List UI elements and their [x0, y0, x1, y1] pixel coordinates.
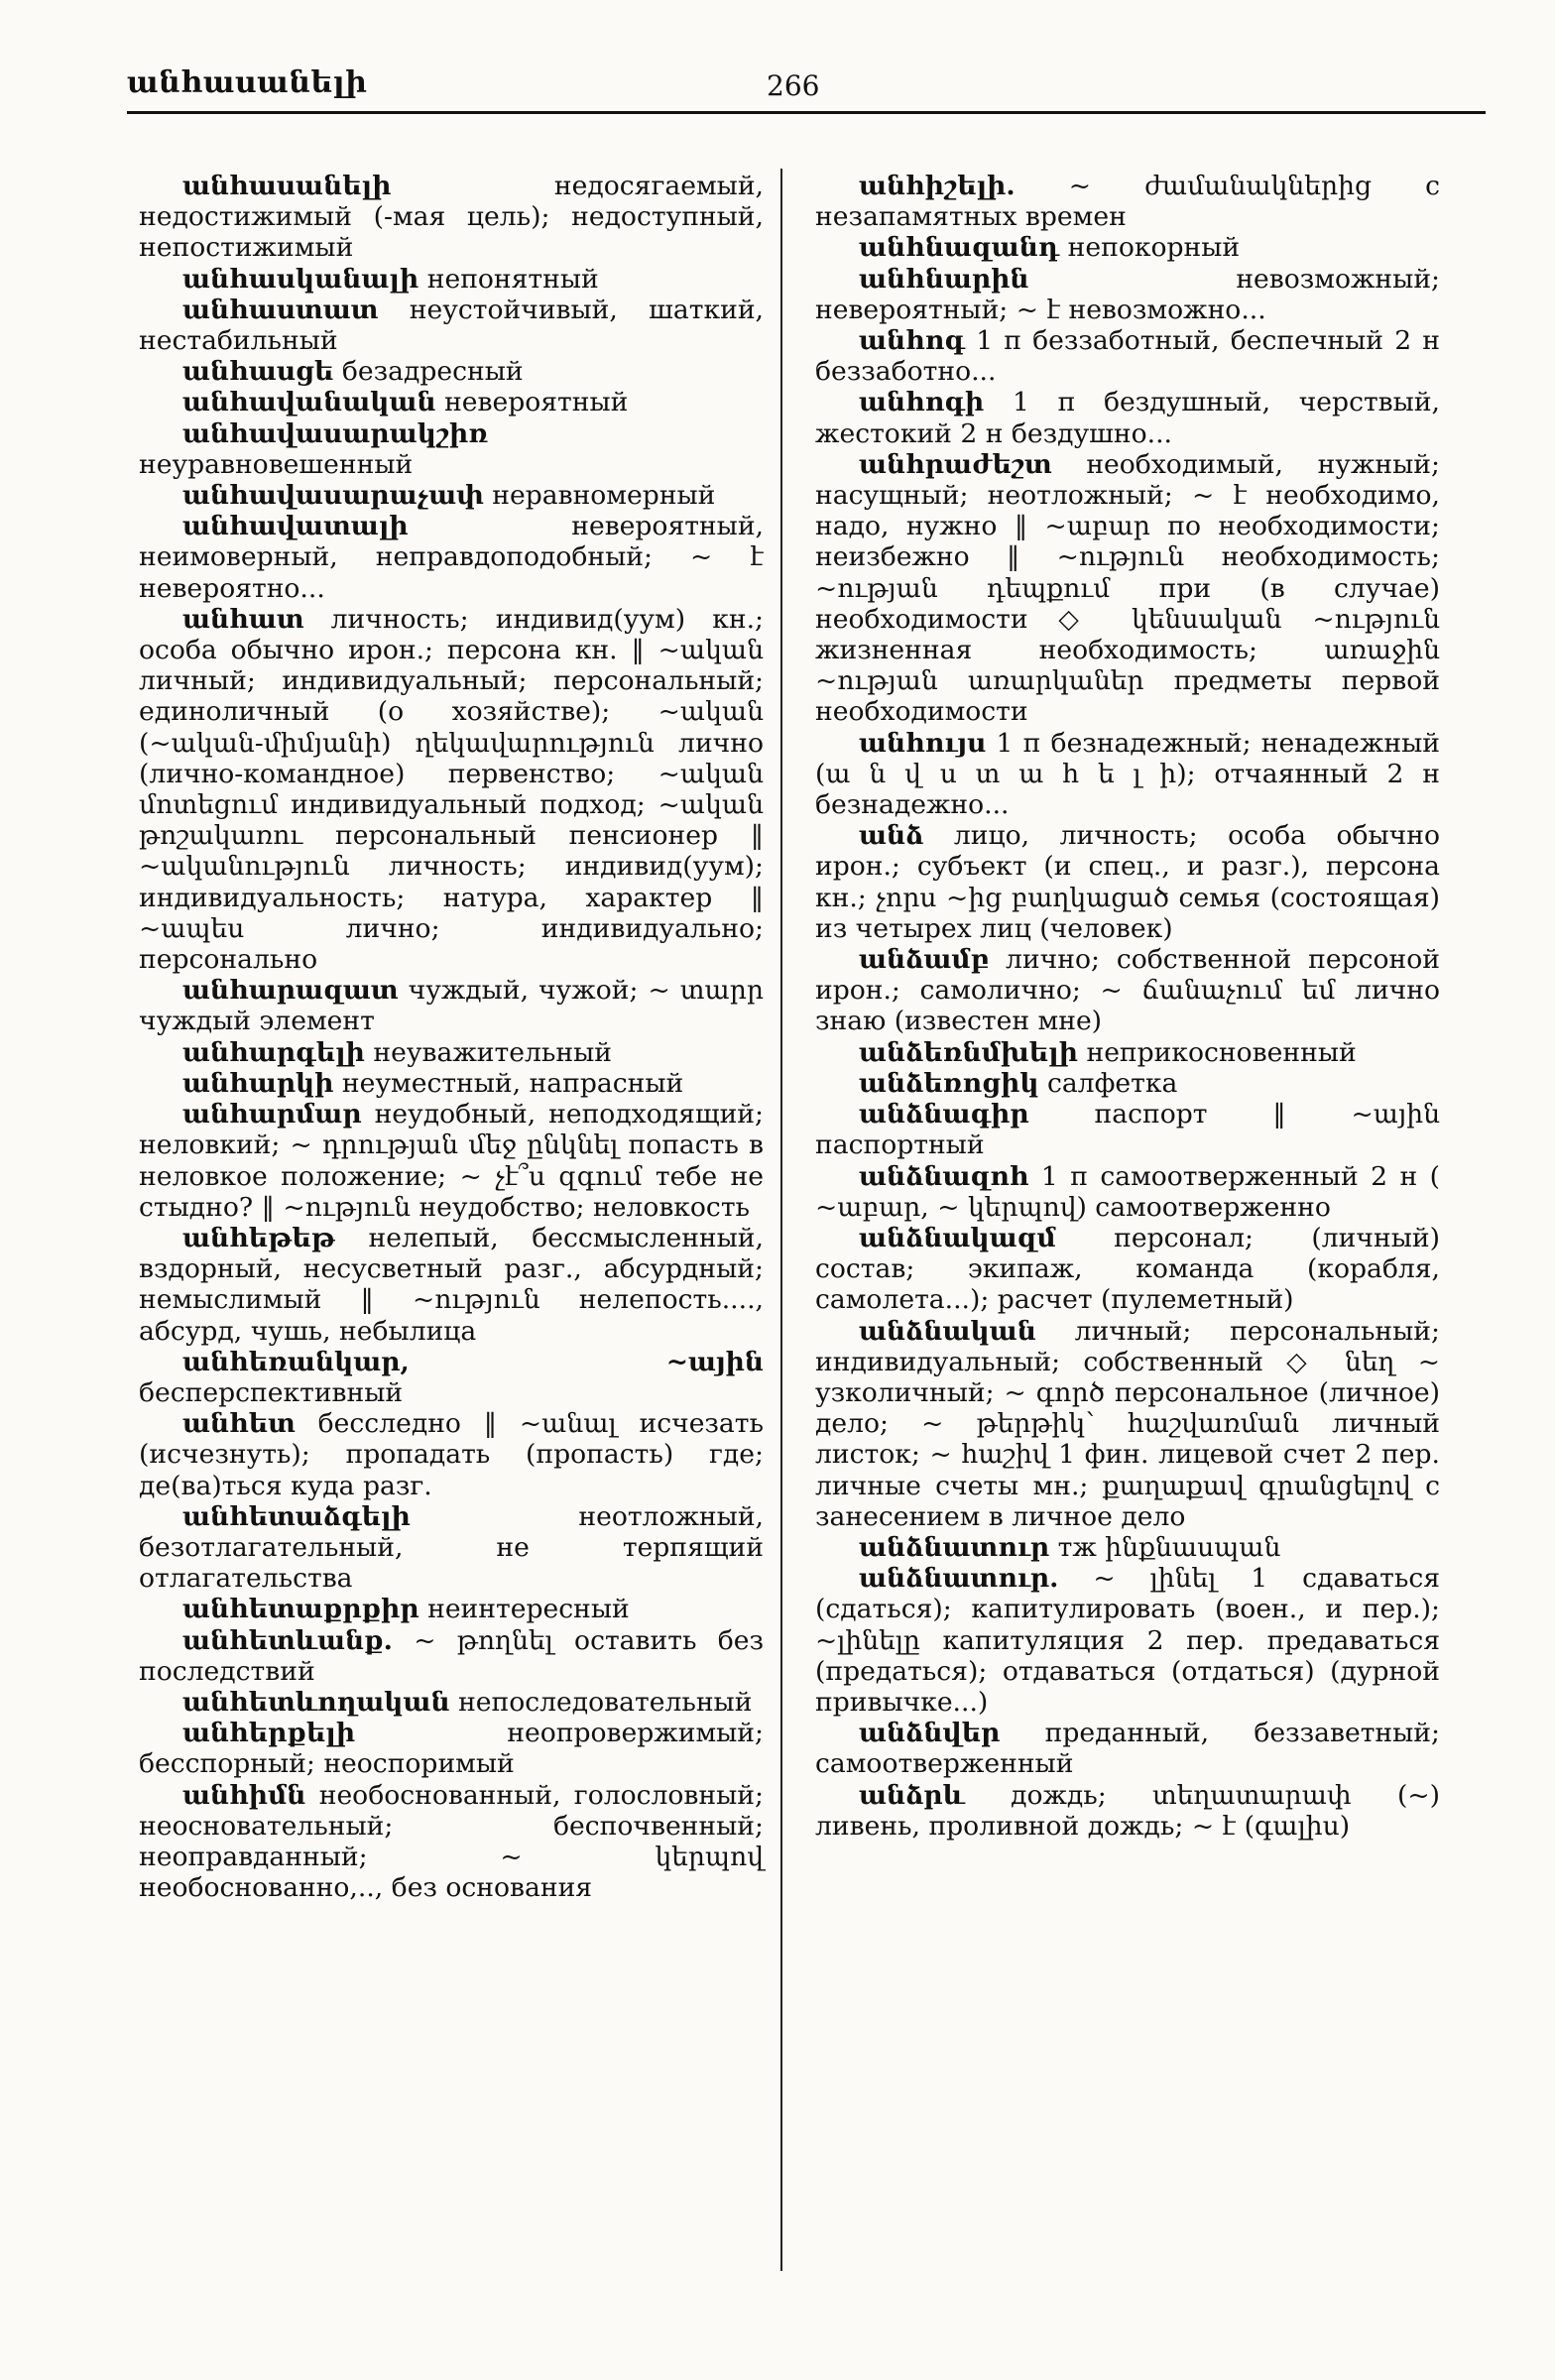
definition: неинтересный — [427, 1594, 630, 1625]
definition: тж ինքնասպան — [1057, 1531, 1281, 1563]
definition: недосягаемый, недостижимый (-мая цель); недоступный, непостижимый — [139, 171, 764, 264]
headword: անհավասարակշիռ — [182, 417, 489, 449]
headword: անհավանական — [182, 387, 436, 418]
running-head: անհասանելի — [127, 65, 368, 100]
right-column — [815, 171, 1440, 1842]
headword: անհավատալի — [182, 511, 409, 542]
headword: անհնազանդ — [859, 232, 1060, 264]
definition: необоснованный, голословный; неосновательный; беспочвенный; неоправданный; ~ կերպով необоснованно,.., без основания — [139, 1779, 764, 1904]
headword: անձնատուր — [859, 1531, 1050, 1563]
dictionary-entry — [139, 356, 764, 387]
dictionary-entry — [815, 1223, 1440, 1316]
dictionary-entry — [139, 480, 764, 511]
dictionary-entry — [139, 1099, 764, 1223]
dictionary-entry — [139, 387, 764, 417]
headword: անհիմն — [182, 1779, 306, 1811]
definition: ~ լինել 1 сдаваться (сдаться); капитулировать (воен., и пер.); ~լինելը капитуляция 2 пер. предаваться (предаться); отдаваться (отдаться) (дурной привычке...) — [815, 1563, 1440, 1718]
dictionary-entry — [139, 1347, 764, 1408]
definition: дождь; տեղատարափ (~) ливень, проливной дождь; ~ է (գալիս) — [815, 1779, 1440, 1842]
dictionary-entry — [139, 1037, 764, 1068]
dictionary-entry — [139, 1718, 764, 1779]
headword: անհոգ — [859, 325, 966, 357]
dictionary-entry — [139, 1780, 764, 1904]
dictionary-entry — [139, 975, 764, 1036]
dictionary-entry — [139, 295, 764, 356]
definition: неуважительный — [373, 1036, 612, 1068]
headword: անհասկանալի — [182, 263, 419, 295]
definition: ~ ժամանակներից с незапамятных времен — [815, 171, 1440, 233]
headword: անձեռնմխելի — [859, 1036, 1078, 1068]
dictionary-entry — [815, 728, 1440, 821]
page-header — [127, 60, 1486, 114]
headword: անձնական — [859, 1315, 1036, 1347]
definition: личный; персональный; индивидуальный; собственный ◇ նեղ ~ узколичный; ~ գործ персональное (личное) дело; ~ թերթիկ՝ հաշվառման личный листок; ~ հաշիվ 1 фин. лицевой счет 2 пер. личные счеты мн.; քաղաքավ գրանցելով с занесением в личное дело — [815, 1315, 1440, 1532]
headword: անձրև — [859, 1779, 965, 1811]
headword: անհարմար — [182, 1099, 362, 1130]
headword: անհետաքրքիր — [182, 1594, 419, 1625]
definition: необходимый, нужный; насущный; неотложный; ~ է необходимо, надо, нужно ‖ ~աբար по необходимости; неизбежно ‖ ~ություն необходимость; ~ության դեպքում при (в случае) необходимости ◇ կենսական ~ություն жизненная необходимость; առաջին ~ության առարկաներ предметы первой необходимости — [815, 448, 1440, 728]
definition: неустойчивый, шаткий, нестабильный — [139, 294, 764, 357]
dictionary-entry — [139, 418, 764, 480]
headword: անձնակազմ — [859, 1222, 1056, 1253]
headword: անհարազատ — [182, 975, 399, 1007]
dictionary-entry — [815, 1718, 1440, 1779]
headword: անհատ — [182, 603, 304, 635]
definition: 1 п безнадежный; ненадежный (ա ն վ ս տ ա հ ե լ ի); отчаянный 2 н безнадежно... — [815, 727, 1440, 821]
headword: անհեռանկար, ~ային — [182, 1346, 764, 1377]
headword: անձամբ — [859, 944, 990, 976]
headword: անհարկի — [182, 1067, 334, 1099]
headword: անհրաժեշտ — [859, 448, 1052, 480]
definition: безадресный — [341, 356, 524, 388]
dictionary-entry — [815, 171, 1440, 232]
headword: անհետևանք. — [182, 1624, 393, 1656]
dictionary-entry — [139, 1687, 764, 1718]
headword: անհասանելի — [182, 171, 392, 201]
definition: неуместный, напрасный — [341, 1067, 684, 1099]
definition: невероятный — [444, 387, 629, 418]
dictionary-entry — [815, 325, 1440, 387]
headword: անհասցե — [182, 356, 334, 388]
dictionary-entry — [815, 1037, 1440, 1068]
definition: невероятный, неимоверный, неправдоподобный; ~ է невероятно... — [139, 511, 764, 604]
headword: անհետևողական — [182, 1686, 450, 1718]
definition: непоследовательный — [458, 1686, 753, 1718]
dictionary-entry — [815, 449, 1440, 728]
dictionary-entry — [815, 944, 1440, 1037]
definition: неотложный, безотлагательный, не терпящий отлагательства — [139, 1500, 764, 1595]
headword: անհույս — [859, 727, 987, 759]
dictionary-entry — [139, 1594, 764, 1624]
definition: 1 п беззаботный, беспечный 2 н беззаботно... — [815, 325, 1440, 388]
definition: личность; индивид(уум) кн.; особа обычно ирон.; персона кн. ‖ ~ական личный; индивидуальный; персональный; единоличный (о хозяйстве); ~ական (~ական-միմյանի) ղեկավարություն лично (лично-командное) первенство; ~ական մոտեցում индивидуальный подход; ~ական թոշակառու персональный пенсионер ‖ ~ականություն личность; индивид(уум); индивидуальность; натура, характер ‖ ~ապես лично; индивидуально; персонально — [139, 603, 764, 976]
headword: անձնվեր — [859, 1718, 1001, 1749]
definition: лично; собственной персоной ирон.; самолично; ~ ճանաչում եմ лично знаю (известен мне) — [815, 944, 1440, 1037]
headword: անձեռոցիկ — [859, 1067, 1039, 1099]
definition: неуравновешенный — [139, 448, 414, 480]
headword: անհետաձգելի — [182, 1500, 411, 1532]
dictionary-entry — [139, 171, 764, 264]
dictionary-entry — [139, 511, 764, 604]
dictionary-entry — [815, 387, 1440, 448]
headword: անհարգելի — [182, 1036, 365, 1068]
definition: паспорт ‖ ~ային паспортный — [815, 1099, 1440, 1161]
definition: преданный, беззаветный; самоотверженный — [815, 1718, 1440, 1780]
definition: неудобный, неподходящий; неловкий; ~ դրության մեջ ընկնել попасть в неловкое положение; ~ չէ՞ս զգում тебе не стыдно? ‖ ~ություն неудобство; неловкость — [139, 1099, 764, 1223]
definition: бесперспективный — [139, 1376, 404, 1408]
definition: невозможный; невероятный; ~ է невозможно... — [815, 263, 1440, 325]
definition: неравномерный — [492, 480, 716, 512]
left-column — [139, 171, 764, 1903]
definition: лицо, личность; особа обычно ирон.; субъект (и спец., и разг.), персона кн.; չորս ~ից բաղկացած семья (состоящая) из четырех лиц (человек) — [815, 820, 1440, 944]
headword: անհոգի — [859, 387, 985, 418]
definition: непокорный — [1067, 232, 1241, 264]
dictionary-entry — [139, 1501, 764, 1595]
dictionary-entry — [139, 1625, 764, 1687]
headword: անձնագիր — [859, 1099, 1029, 1130]
dictionary-entry — [815, 1068, 1440, 1099]
headword: անհիշելի. — [859, 171, 1016, 201]
dictionary-entry — [815, 1316, 1440, 1532]
definition: персонал; (личный) состав; экипаж, команда (корабля, самолета...); расчет (пулеметный) — [815, 1222, 1440, 1316]
dictionary-entry — [815, 820, 1440, 944]
headword: անհերքելի — [182, 1718, 356, 1749]
definition: неприкосновенный — [1086, 1036, 1357, 1068]
definition: ~ թողնել оставить без последствий — [139, 1624, 764, 1687]
headword: անհետ — [182, 1408, 296, 1440]
page-number: 266 — [767, 69, 820, 102]
definition: нелепый, бессмысленный, вздорный, несусветный разг., абсурдный; немыслимый ‖ ~ություն нелепость...., абсурд, чушь, небылица — [139, 1222, 764, 1347]
dictionary-entry — [139, 1408, 764, 1501]
definition: салфетка — [1046, 1067, 1178, 1099]
dictionary-entry — [815, 1563, 1440, 1718]
dictionary-entry — [815, 264, 1440, 325]
headword: անձ — [859, 820, 924, 852]
dictionary-entry — [815, 1161, 1440, 1223]
headword: անհեթեթ — [182, 1222, 335, 1253]
dictionary-entry — [139, 264, 764, 295]
dictionary-entry — [815, 1099, 1440, 1160]
headword: անձնազոհ — [859, 1160, 1029, 1192]
headword: անհաստատ — [182, 294, 379, 325]
dictionary-entry — [139, 1223, 764, 1347]
dictionary-entry — [139, 1068, 764, 1099]
definition: неопровержимый; бесспорный; неоспоримый — [139, 1718, 764, 1780]
headword: անհավասարաչափ — [182, 480, 484, 512]
column-divider — [780, 169, 782, 2271]
dictionary-entry — [139, 604, 764, 975]
definition: 1 п бездушный, черствый, жестокий 2 н бездушно... — [815, 387, 1440, 449]
headword: անձնատուր. — [859, 1563, 1059, 1595]
headword: անհնարին — [859, 263, 1029, 295]
definition: 1 п самоотверженный 2 н ( ~աբար, ~ կերպով) самоотверженно — [815, 1160, 1440, 1223]
dictionary-entry — [815, 232, 1440, 263]
definition: чуждый, чужой; ~ տարր чуждый элемент — [139, 975, 764, 1037]
definition: непонятный — [426, 263, 599, 295]
dictionary-entry — [815, 1780, 1440, 1842]
dictionary-entry — [815, 1532, 1440, 1563]
definition: бесследно ‖ ~անալ исчезать (исчезнуть); пропадать (пропасть) где; де(ва)ться куда разг. — [139, 1408, 764, 1501]
